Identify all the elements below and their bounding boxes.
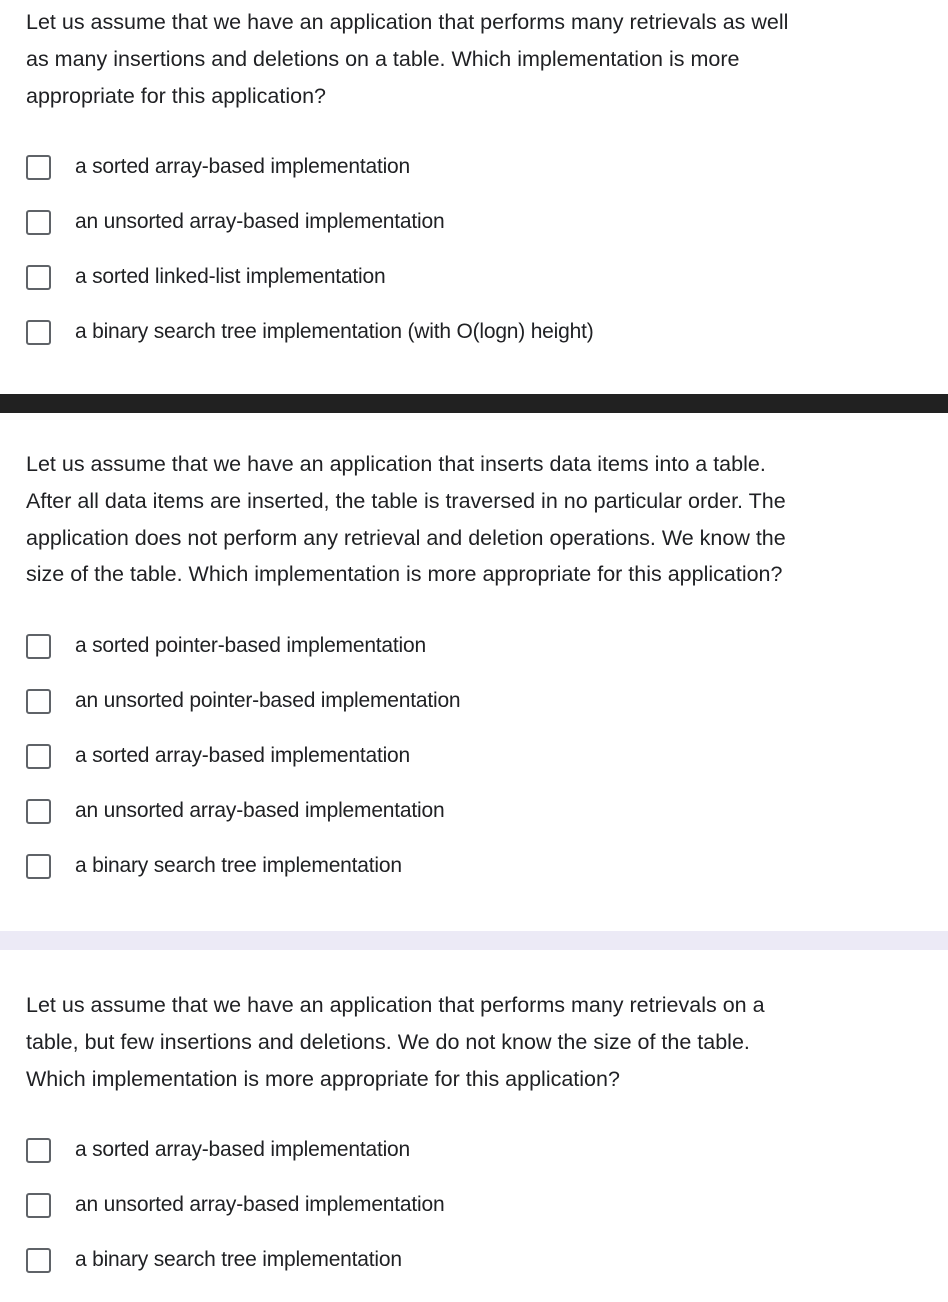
option-label: a sorted array-based implementation — [75, 744, 411, 767]
option-label: a sorted linked-list implementation — [75, 265, 386, 288]
checkbox[interactable] — [26, 265, 51, 290]
option-sorted-array[interactable] — [26, 151, 410, 183]
option-sorted-pointer[interactable] — [26, 630, 426, 662]
option-unsorted-array[interactable] — [26, 206, 444, 238]
checkbox[interactable] — [26, 155, 51, 180]
checkbox[interactable] — [26, 744, 51, 769]
option-label: a sorted array-based implementation — [75, 1138, 411, 1161]
checkbox[interactable] — [26, 1138, 51, 1163]
checkbox[interactable] — [26, 1248, 51, 1273]
option-label: an unsorted array-based implementation — [75, 210, 445, 233]
question-text: Let us assume that we have an application that performs many retrievals on a table, but few insertions and deletions. We do not know the size of the table. Which implementation is more appropriate for this application? — [26, 993, 765, 1091]
option-label: a binary search tree implementation — [75, 854, 402, 877]
checkbox[interactable] — [26, 799, 51, 824]
checkbox[interactable] — [26, 1193, 51, 1218]
checkbox[interactable] — [26, 854, 51, 879]
option-binary-search-tree[interactable] — [26, 850, 402, 882]
question-text: Let us assume that we have an application that performs many retrievals as well as many insertions and deletions on a table. Which implementation is more appropriate for this application? — [26, 10, 789, 108]
section-divider — [0, 931, 948, 950]
option-binary-search-tree[interactable] — [26, 316, 594, 348]
option-label: an unsorted array-based implementation — [75, 1193, 445, 1216]
option-sorted-array[interactable] — [26, 740, 410, 772]
section-divider — [0, 394, 948, 413]
option-label: an unsorted array-based implementation — [75, 799, 445, 822]
option-sorted-linked-list[interactable] — [26, 261, 385, 293]
option-sorted-array[interactable] — [26, 1134, 410, 1166]
option-binary-search-tree[interactable] — [26, 1244, 402, 1276]
option-label: a sorted pointer-based implementation — [75, 634, 426, 657]
option-label: a sorted array-based implementation — [75, 155, 411, 178]
checkbox[interactable] — [26, 689, 51, 714]
option-label: a binary search tree implementation — [75, 1248, 402, 1271]
option-unsorted-pointer[interactable] — [26, 685, 460, 717]
option-label: a binary search tree implementation (with O(logn) height) — [75, 320, 594, 343]
checkbox[interactable] — [26, 634, 51, 659]
question-text: Let us assume that we have an application that inserts data items into a table. After all data items are inserted, the table is traversed in no particular order. The application does not perform any retrieval and deletion operations. We know the size of the table. Which implementation is more appropriate for this application? — [26, 452, 786, 587]
checkbox[interactable] — [26, 210, 51, 235]
checkbox[interactable] — [26, 320, 51, 345]
option-label: an unsorted pointer-based implementation — [75, 689, 461, 712]
option-unsorted-array[interactable] — [26, 795, 444, 827]
option-unsorted-array[interactable] — [26, 1189, 444, 1221]
